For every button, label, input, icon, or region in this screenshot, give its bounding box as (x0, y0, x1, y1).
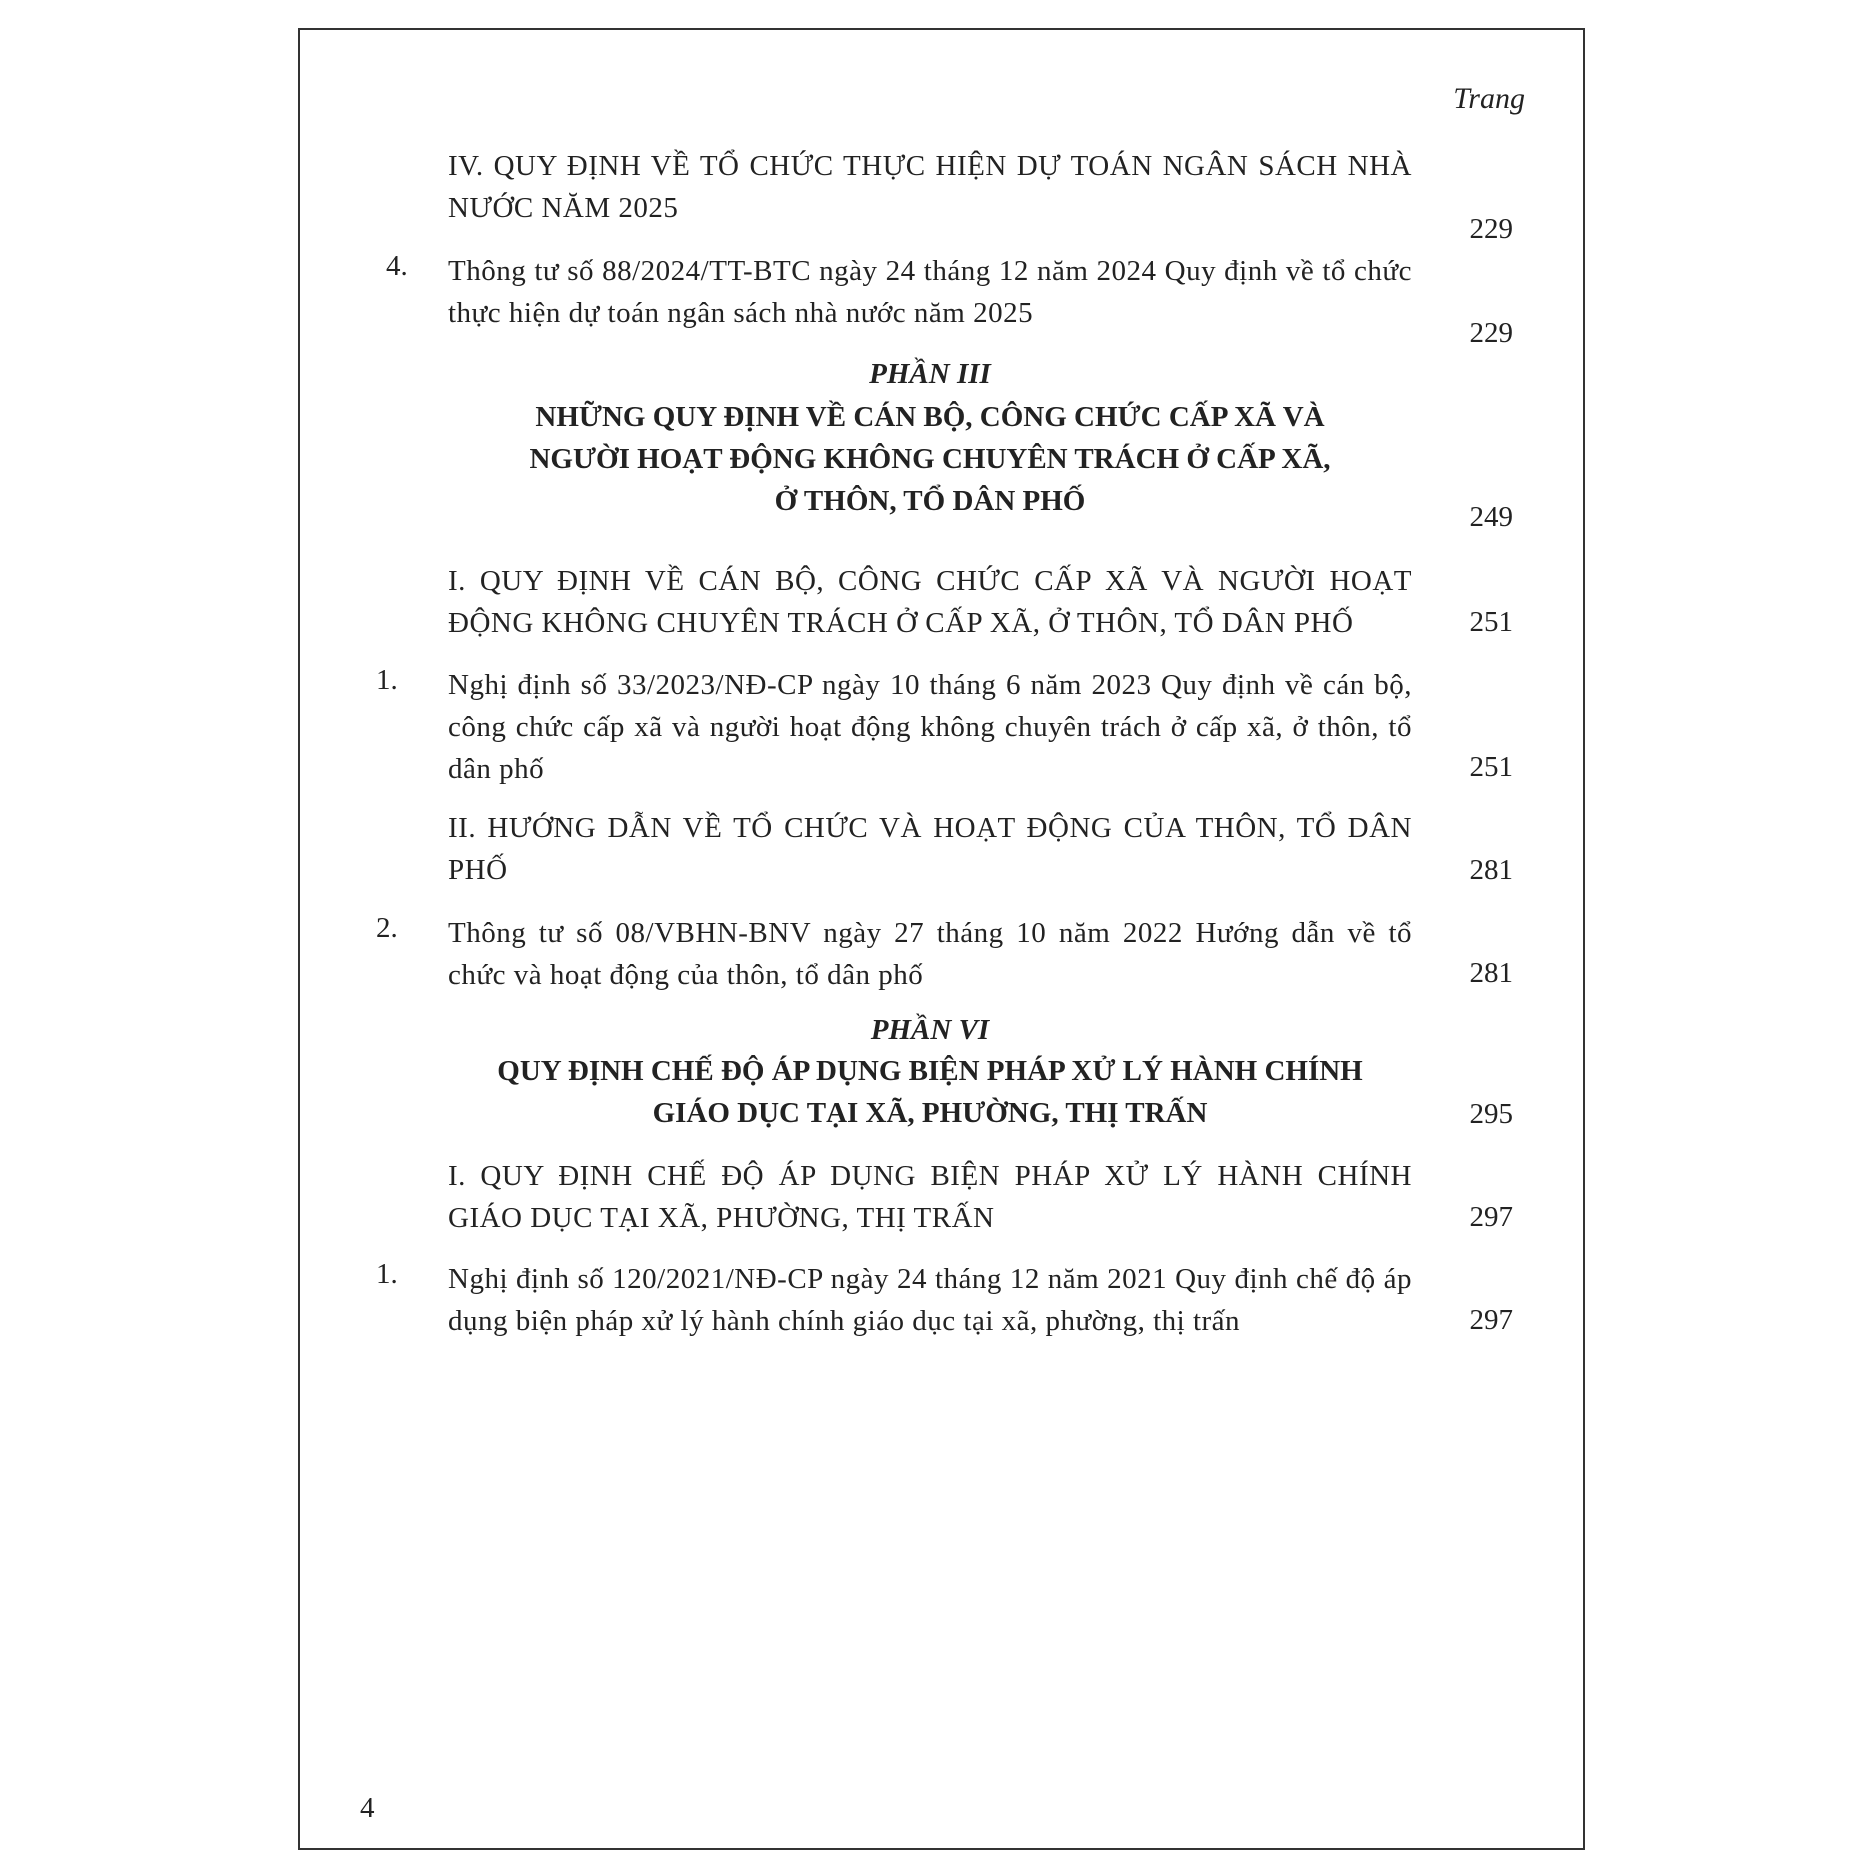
part-label-vi: PHẦN VI (870, 1014, 990, 1046)
page-number-i-part-vi: 297 (1469, 1201, 1513, 1233)
part-title-iii-line-1: NHỮNG QUY ĐỊNH VỀ CÁN BỘ, CÔNG CHỨC CẤP XÃ VÀ (535, 401, 1325, 433)
document-page (298, 28, 1585, 1850)
page-number-ii: 281 (1469, 854, 1513, 886)
page-number-2: 281 (1469, 957, 1513, 989)
entry-text-4: Thông tư số 88/2024/TT-BTC ngày 24 tháng 12 năm 2024 Quy định về tổ chức thực hiện dự toán ngân sách nhà nước năm 2025 (448, 255, 1412, 329)
page-number-iv: 229 (1469, 213, 1513, 245)
page-number-part-iii: 249 (1469, 501, 1513, 533)
section-heading-i-part-iii: I. QUY ĐỊNH VỀ CÁN BỘ, CÔNG CHỨC CẤP XÃ VÀ NGƯỜI HOẠT ĐỘNG KHÔNG CHUYÊN TRÁCH Ở CẤP XÃ, Ở THÔN, TỔ DÂN PHỐ (448, 565, 1412, 639)
entry-text-1-part-iii: Nghị định số 33/2023/NĐ-CP ngày 10 tháng 6 năm 2023 Quy định về cán bộ, công chức cấp xã và người hoạt động không chuyên trách ở cấp xã, ở thôn, tổ dân phố (448, 669, 1412, 785)
part-title-vi-line-2: GIÁO DỤC TẠI XÃ, PHƯỜNG, THỊ TRẤN (652, 1097, 1208, 1129)
page-number-part-vi: 295 (1469, 1098, 1513, 1130)
entry-text-1-part-vi: Nghị định số 120/2021/NĐ-CP ngày 24 tháng 12 năm 2021 Quy định chế độ áp dụng biện pháp xử lý hành chính giáo dục tại xã, phường, thị trấn (448, 1263, 1412, 1337)
page-column-header: Trang (1453, 82, 1525, 115)
part-title-vi (448, 1050, 1412, 1134)
entry-number-4: 4. (386, 250, 408, 282)
section-heading-iv: IV. QUY ĐỊNH VỀ TỔ CHỨC THỰC HIỆN DỰ TOÁN NGÂN SÁCH NHÀ NƯỚC NĂM 2025 (448, 150, 1412, 224)
page-number-i-part-iii: 251 (1469, 606, 1513, 638)
part-title-iii (448, 396, 1412, 522)
entry-number-1-part-vi: 1. (376, 1258, 398, 1290)
entry-text-2: Thông tư số 08/VBHN-BNV ngày 27 tháng 10 năm 2022 Hướng dẫn về tổ chức và hoạt động của thôn, tổ dân phố (448, 917, 1412, 991)
entry-number-1-part-iii: 1. (376, 664, 398, 696)
page-number-1-part-vi: 297 (1469, 1304, 1513, 1336)
entry-number-2: 2. (376, 912, 398, 944)
part-title-iii-line-3: Ở THÔN, TỔ DÂN PHỐ (774, 485, 1086, 517)
section-heading-i-part-vi: I. QUY ĐỊNH CHẾ ĐỘ ÁP DỤNG BIỆN PHÁP XỬ LÝ HÀNH CHÍNH GIÁO DỤC TẠI XÃ, PHƯỜNG, THỊ TRẤN (448, 1160, 1412, 1234)
section-heading-ii: II. HƯỚNG DẪN VỀ TỔ CHỨC VÀ HOẠT ĐỘNG CỦA THÔN, TỔ DÂN PHỐ (448, 812, 1412, 886)
page-number-1-part-iii: 251 (1469, 751, 1513, 783)
page-number-4: 229 (1469, 317, 1513, 349)
part-label-iii: PHẦN III (869, 358, 991, 390)
part-title-vi-line-1: QUY ĐỊNH CHẾ ĐỘ ÁP DỤNG BIỆN PHÁP XỬ LÝ HÀNH CHÍNH (497, 1055, 1363, 1087)
footer-page-number: 4 (360, 1792, 375, 1824)
part-title-iii-line-2: NGƯỜI HOẠT ĐỘNG KHÔNG CHUYÊN TRÁCH Ở CẤP XÃ, (529, 443, 1331, 475)
